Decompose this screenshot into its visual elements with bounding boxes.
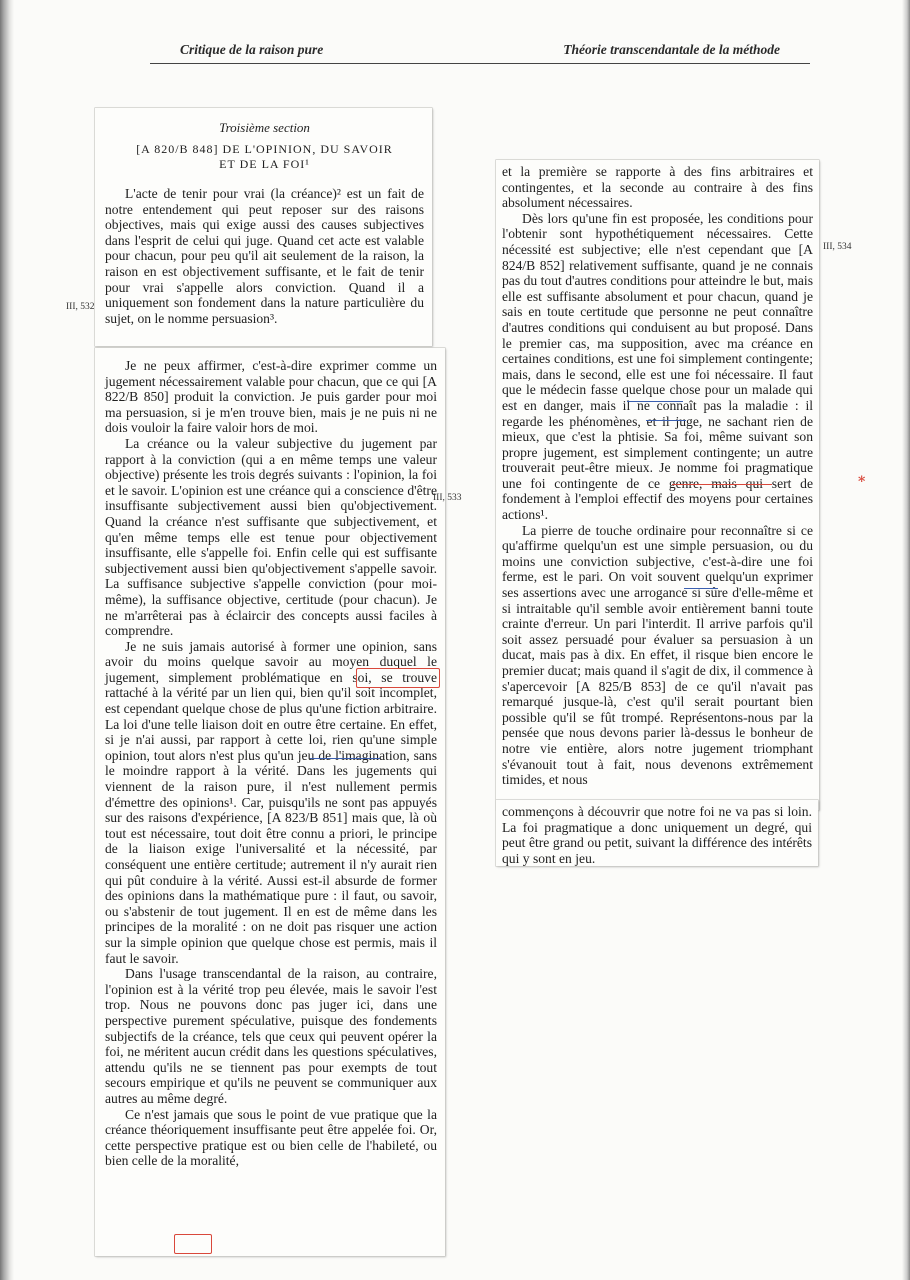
paragraph-opinion: Je ne suis jamais autorisé à former une opinion, sans avoir du moins quelque savoir au moyen duquel le jugement, simplement problématique en soi, se trouve rattaché à la vérité par un lien qui, bien qu'il soit incomplet, est cependant quelque chose de plus qu'une fiction arbitraire. La loi d'une telle liaison doit en outre être certaine. En effet, si je n'ai aussi, par rapport à cette loi, rien qu'une simple opinion, tout alors n'est plus qu'un jeu de l'imagination, sans le moindre rapport à la vérité. Dans les jugements qui viennent de la raison pure, il n'est nullement permis d'émettre des opinions¹. Car, puisqu'ils ne sont pas appuyés sur des raisons d'expérience, [A 823/B 851] mais que, là où tout est nécessaire, tout doit être connu a priori, le principe de la liaison exige l'universalité et la nécessité, par conséquent une entière certitude; autrement il n'y aurait rien qui pût conduire à la vérité. Aussi est-il absurde de former des opinions dans la mathématique pure : il faut, ou savoir, ou s'abstenir de tout jugement. Il en est de même dans les principes de la moralité : on ne doit pas risquer une action sur la simple opinion que quelque chose est permis, mais il faut le savoir. bbox=[105, 638, 437, 966]
paragraph-wager: La pierre de touche ordinaire pour reconnaître si ce qu'affirme quelqu'un est une simple persuasion, ou du moins une conviction subjective, c'est-à-dire une foi ferme, est le pari. On voit souvent quelqu'un exprimer ses assertions avec une arrogance si sûre d'elle-même et si intraitable qu'il semble avoir entièrement banni toute crainte d'erreur. Un pari l'interdit. Il arrive parfois qu'il soit assez persuadé pour évaluer sa persuasion à un ducat, mais pas à dix. En effet, il risque bien encore le premier ducat; mais quand il s'agit de dix, il commence à s'apercevoir [A 825/B 853] de ce qu'il n'avait pas remarqué jusque-là, c'est qu'il serait pourtant bien possible qu'il se fût trompé. Représentons-nous par la pensée que nous devons parier là-dessus le bonheur de notre vie entière, alors notre jugement triomphant s'évanouit tout à fait, nous devenons extrêmement timides, et nous bbox=[502, 522, 813, 788]
margin-note-533: III, 533 bbox=[433, 493, 462, 503]
blue-underline-fiction bbox=[310, 758, 380, 759]
running-header-right: Théorie transcendantale de la méthode bbox=[563, 42, 780, 57]
paragraph-affirmer: Je ne peux affirmer, c'est-à-dire exprimer comme un jugement nécessairement valable pour chacun, que ce qui [A 822/B 850] produit la conviction. Je puis garder pour moi ma persuasion, si je m'en trouve bien, mais je ne puis ni ne dois vouloir la faire valoir hors de moi. bbox=[105, 358, 437, 436]
section-title: Troisième section bbox=[219, 120, 310, 135]
running-header bbox=[150, 38, 810, 64]
red-margin-mark: * bbox=[858, 474, 866, 490]
clipping-left-column bbox=[95, 348, 445, 1256]
page-right-edge bbox=[902, 0, 910, 1280]
paragraph-conclusion: commençons à découvrir que notre foi ne va pas si loin. La foi pragmatique a donc uniquement un degré, qui peut être grand ou petit, suivant la différence des intérêts qui y sont en jeu. bbox=[502, 804, 812, 866]
blue-underline-medecin bbox=[627, 401, 683, 402]
clipping-right-column bbox=[496, 160, 819, 810]
section-subtitle-line-1: [A 820/B 848] DE L'OPINION, DU SAVOIR bbox=[136, 142, 393, 156]
paragraph-creance: L'acte de tenir pour vrai (la créance)² est un fait de notre entendement qui peut reposer sur des raisons objectives, mais qui exige aussi des causes subjectives dans l'esprit de celui qui juge. Quand cet acte est valable pour chacun, pour peu qu'il ait seulement de la raison, la raison en est objectivement suffisante, et le fait de tenir pour vrai s'appelle alors conviction. Quand il a uniquement son fondement dans la nature particulière du sujet, on le nomme persuasion³. bbox=[105, 186, 424, 326]
paragraph-three-degrees: La créance ou la valeur subjective du jugement par rapport à la conviction (qui a en même temps une valeur objective) présente les trois degrés suivants : l'opinion, la foi et le savoir. L'opinion est une créance qui a conscience d'être insuffisante subjectivement aussi bien qu'objectivement. Quand la créance n'est suffisante que subjectivement, et qu'en même temps elle est tenue pour objectivement insuffisante, elle s'appelle foi. Enfin celle qui est suffisante subjectivement aussi bien qu'objectivement s'appelle savoir. La suffisance subjective s'appelle conviction (pour moi-même), la suffisance objective, certitude (pour chacun). Je ne m'arrêterai pas à éclaircir des concepts aussi faciles à comprendre. bbox=[105, 435, 437, 639]
clipping-section-intro bbox=[95, 108, 432, 346]
blue-underline-est-en bbox=[646, 420, 686, 421]
paragraph-practical-viewpoint: Ce n'est jamais que sous le point de vue pratique que la créance théoriquement insuffisante peut être appelée foi. Or, cette perspective pratique est ou bien celle de l'habileté, ou bien celle de la moralité, bbox=[105, 1106, 437, 1169]
running-header-left: Critique de la raison pure bbox=[180, 42, 324, 57]
page-left-edge bbox=[0, 0, 14, 1280]
section-subtitle-line-2: ET DE LA FOI¹ bbox=[219, 157, 310, 171]
red-box-foi bbox=[174, 1234, 212, 1254]
paragraph-pragmatic-faith: Dès lors qu'une fin est proposée, les conditions pour l'obtenir sont hypothétiquement nécessaires. Cette nécessité est subjective; elle n'est cependant que [A 824/B 852] relativement suffisante, quand je ne connais pas du tout d'autres conditions pour atteindre le but, mais elle est suffisante absolument et pour chacun, quand je sais en toute certitude que personne ne peut connaître d'autres conditions qui conduisent au but proposé. Dans le premier cas, ma supposition, avec ma créance en certaines conditions, est une foi simplement contingente; mais, dans le second, elle est une foi nécessaire. Il faut que le médecin fasse quelque chose pour un malade qui est en danger, mais il ne connaît pas la maladie : il regarde les phénomènes, et il juge, ne sachant rien de mieux, que c'est la phtisie. Sa foi, même suivant son propre jugement, est simplement contingente; un autre trouverait peut-être mieux. Je nomme foi pragmatique une foi contingente de ce genre, mais qui sert de fondement à l'emploi effectif des moyens pour certaines actions¹. bbox=[502, 210, 813, 523]
clipping-right-tail bbox=[496, 800, 818, 866]
section-subtitle bbox=[105, 142, 424, 172]
red-box-opinion bbox=[356, 668, 440, 688]
red-underline-foi-pragmatique bbox=[672, 484, 772, 485]
paragraph-transcendental-use: Dans l'usage transcendantal de la raison, au contraire, l'opinion est à la vérité trop peu élevée, mais le savoir l'est trop. Nous ne pouvons donc pas juger ici, dans une perspective purement spéculative, puisque des fondements subjectifs de la créance, tels que ceux qui peuvent opérer la foi, ne méritent aucun crédit dans les questions spéculatives, attendu qu'ils ne se tiennent pas pour exempts de tout secours empirique et qu'ils ne peuvent se communiquer aux autres au même degré. bbox=[105, 966, 437, 1106]
margin-note-532: III, 532 bbox=[66, 302, 95, 312]
paragraph-continuation: et la première se rapporte à des fins arbitraires et contingentes, et la seconde au contraire à des fins absolument nécessaires. bbox=[502, 164, 813, 211]
margin-note-534: III, 534 bbox=[823, 242, 852, 252]
blue-underline-pari bbox=[684, 588, 718, 589]
